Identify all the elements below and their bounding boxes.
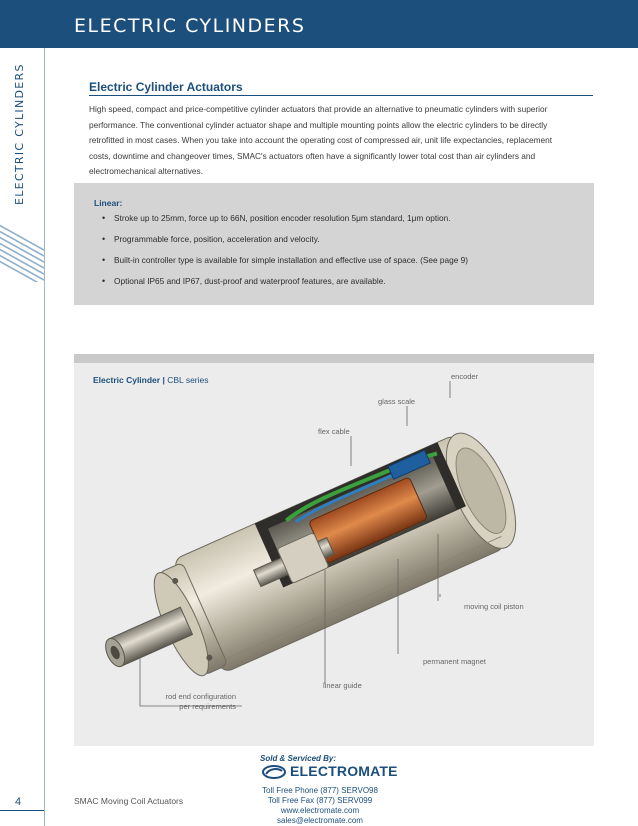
section-title: Electric Cylinder Actuators	[89, 80, 243, 94]
cylinder-body	[83, 424, 530, 714]
linear-features-panel	[74, 183, 594, 305]
callout-rod-end-line1: rod end configuration	[165, 692, 236, 701]
intro-paragraph	[89, 102, 597, 180]
callout-encoder: encoder	[451, 372, 479, 381]
linear-bullet-list	[102, 211, 582, 295]
callout-flex-cable: flex cable	[318, 427, 350, 436]
sold-by-label: Sold & Serviced By:	[260, 754, 337, 763]
callout-glass-scale: glass scale	[378, 397, 416, 406]
header-band	[0, 0, 638, 48]
figure-title-series: CBL series	[167, 375, 209, 385]
callout-rod-end-line2: per requirements	[179, 702, 236, 711]
page-number-rule	[0, 810, 44, 811]
page-title: ELECTRIC CYLINDERS	[74, 15, 306, 37]
bullet-item: • Optional IP65 and IP67, dust-proof and waterproof features, are available.	[102, 274, 582, 295]
page-number: 4	[15, 796, 22, 808]
diagonal-stripes-decoration	[0, 212, 44, 282]
callout-moving-coil-piston: moving coil piston	[464, 602, 524, 611]
footer-text: SMAC Moving Coil Actuators	[74, 796, 184, 806]
bullet-item: • Built-in controller type is available for simple installation and effective use of space. (See page 9)	[102, 253, 582, 274]
intro-line: costs, downtime and changeover times, SMAC's actuators often have a significantly lower total cost than air cylinders and	[89, 150, 536, 161]
contact-block	[250, 786, 390, 826]
contact-website-link[interactable]: www.electromate.com	[280, 806, 360, 815]
brand-name: ELECTROMATE	[290, 763, 398, 779]
intro-line: electromechanical alternatives.	[89, 166, 203, 176]
figure-title-main: Electric Cylinder	[93, 375, 161, 385]
linear-title: Linear:	[94, 198, 123, 208]
intro-line: retrofitted in most cases. When you take into account the operating cost of compressed air, unit life expectancies, replacement	[89, 135, 553, 145]
figure-title-separator: |	[162, 375, 165, 385]
callout-rod-end	[154, 692, 236, 712]
intro-line: performance. The conventional cylinder actuator shape and multiple mounting points allow the electric cylinders to be directly	[89, 119, 548, 130]
contact-fax: Toll Free Fax (877) SERV099	[267, 796, 373, 805]
intro-line: High speed, compact and price-competitive cylinder actuators that provide an alternative to pneumatic cylinders with superior	[89, 104, 548, 114]
contact-phone: Toll Free Phone (877) SERVO98	[262, 786, 378, 795]
electromate-logo-icon	[262, 765, 286, 779]
cylinder-figure	[74, 354, 594, 746]
bullet-item: • Stroke up to 25mm, force up to 66N, position encoder resolution 5μm standard, 1μm option.	[102, 211, 582, 232]
section-rule	[89, 95, 593, 96]
bullet-item: • Programmable force, position, acceleration and velocity.	[102, 232, 582, 253]
callout-permanent-magnet: permanent magnet	[423, 657, 486, 666]
callout-linear-guide: linear guide	[323, 681, 362, 690]
contact-email-link[interactable]: sales@electromate.com	[277, 816, 363, 825]
side-label: ELECTRIC CYLINDERS	[13, 63, 26, 205]
side-rule	[44, 48, 45, 826]
